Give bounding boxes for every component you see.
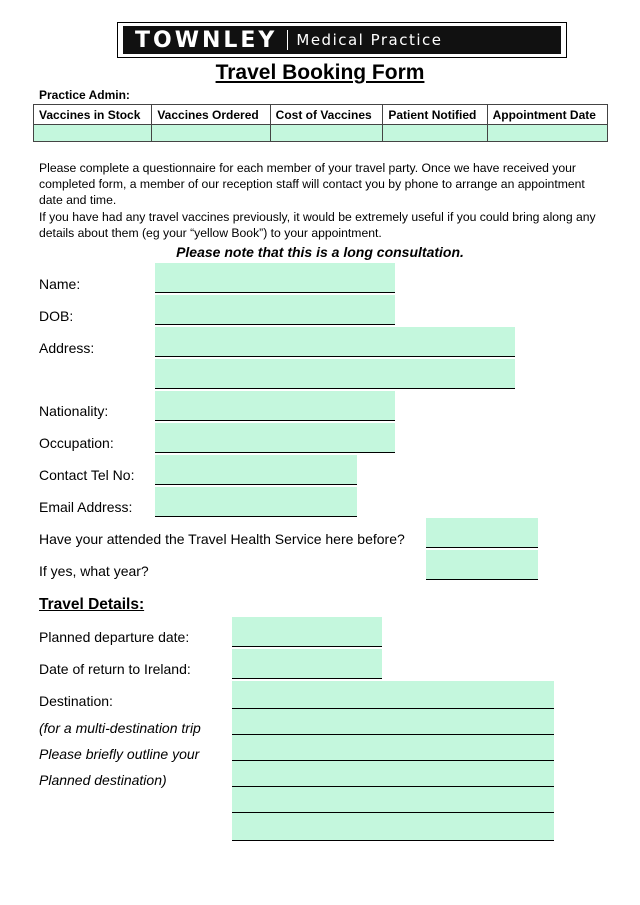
multi-destination-note-line-1: (for a multi-destination trip — [39, 720, 201, 736]
vaccines-ordered-cell[interactable] — [152, 125, 270, 142]
practice-admin-label: Practice Admin: — [39, 88, 130, 102]
destination-field-line-3[interactable] — [232, 735, 554, 761]
dob-label: DOB: — [39, 308, 74, 324]
return-date-field[interactable] — [232, 649, 382, 679]
name-label: Name: — [39, 276, 81, 292]
destination-field-line-2[interactable] — [232, 709, 554, 735]
travel-details-heading: Travel Details: — [39, 596, 145, 613]
email-label: Email Address: — [39, 499, 133, 515]
name-field[interactable] — [155, 263, 395, 293]
attended-year-field[interactable] — [426, 550, 538, 580]
patient-notified-cell[interactable] — [383, 125, 487, 142]
return-date-label: Date of return to Ireland: — [39, 661, 191, 677]
attended-before-field[interactable] — [426, 518, 538, 548]
table-row — [34, 125, 608, 142]
dob-field[interactable] — [155, 295, 395, 325]
destination-label: Destination: — [39, 693, 113, 709]
consultation-note: Please note that this is a long consultation. — [176, 244, 464, 260]
destination-field-line-6[interactable] — [232, 813, 554, 841]
cost-of-vaccines-cell[interactable] — [270, 125, 383, 142]
destination-field-line-5[interactable] — [232, 787, 554, 813]
table-header-row — [34, 105, 608, 125]
vaccines-in-stock-cell[interactable] — [34, 125, 152, 142]
column-header: Cost of Vaccines — [270, 105, 383, 125]
intro-paragraph-2: If you have had any travel vaccines previously, it would be extremely useful if you could bring along any details about them (eg your “yellow Book”) to your appointment. — [39, 210, 596, 240]
logo-banner — [117, 22, 567, 58]
attended-before-label: Have your attended the Travel Health Service here before? — [39, 531, 405, 547]
destination-field-line-4[interactable] — [232, 761, 554, 787]
practice-admin-table — [33, 104, 608, 142]
column-header: Vaccines in Stock — [34, 105, 152, 125]
logo — [123, 26, 561, 54]
page-title: Travel Booking Form — [215, 61, 425, 84]
contact-tel-label: Contact Tel No: — [39, 467, 135, 483]
departure-date-label: Planned departure date: — [39, 629, 190, 645]
brand-subtitle: Medical Practice — [296, 31, 443, 49]
brand-divider — [287, 30, 288, 50]
address-label: Address: — [39, 340, 95, 356]
nationality-field[interactable] — [155, 391, 395, 421]
occupation-label: Occupation: — [39, 435, 114, 451]
column-header: Patient Notified — [383, 105, 487, 125]
appointment-date-cell[interactable] — [487, 125, 607, 142]
email-field[interactable] — [155, 487, 357, 517]
destination-field-line-1[interactable] — [232, 681, 554, 709]
departure-date-field[interactable] — [232, 617, 382, 647]
intro-paragraph-1: Please complete a questionnaire for each member of your travel party. Once we have received your completed form, a member of our reception staff will contact you by phone to arrange an appointment date and time. — [39, 161, 585, 207]
multi-destination-note-line-3: Planned destination) — [39, 772, 167, 788]
nationality-label: Nationality: — [39, 403, 109, 419]
address-field-line-2[interactable] — [155, 359, 515, 389]
column-header: Vaccines Ordered — [152, 105, 270, 125]
occupation-field[interactable] — [155, 423, 395, 453]
column-header: Appointment Date — [487, 105, 607, 125]
attended-year-label: If yes, what year? — [39, 563, 149, 579]
multi-destination-note-line-2: Please briefly outline your — [39, 746, 200, 762]
brand-name: TOWNLEY — [135, 27, 278, 53]
address-field-line-1[interactable] — [155, 327, 515, 357]
contact-tel-field[interactable] — [155, 455, 357, 485]
